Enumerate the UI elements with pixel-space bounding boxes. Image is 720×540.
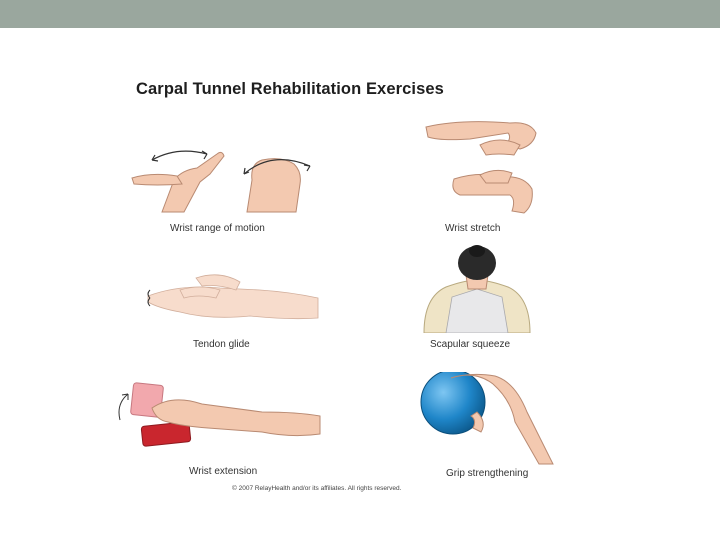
caption-wrist-stretch: Wrist stretch: [445, 223, 501, 234]
caption-wrist-extension: Wrist extension: [189, 466, 258, 477]
wrist-extension-illustration: [112, 378, 322, 448]
scapular-squeeze-illustration: [418, 245, 536, 333]
slide-top-bar: [0, 0, 720, 28]
caption-scapular-squeeze: Scapular squeeze: [430, 339, 511, 350]
copyright-notice: © 2007 RelayHealth and/or its affiliates. All rights reserved.: [232, 485, 402, 492]
tendon-glide-illustration: [140, 268, 320, 328]
wrist-range-of-motion-illustration: [122, 140, 332, 215]
page-title: Carpal Tunnel Rehabilitation Exercises: [136, 80, 444, 98]
caption-grip-strengthening: Grip strengthening: [446, 468, 529, 479]
wrist-stretch-illustration: [420, 115, 540, 217]
caption-wrist-range-of-motion: Wrist range of motion: [170, 223, 265, 234]
grip-strengthening-illustration: [415, 372, 555, 467]
caption-tendon-glide: Tendon glide: [193, 339, 250, 350]
